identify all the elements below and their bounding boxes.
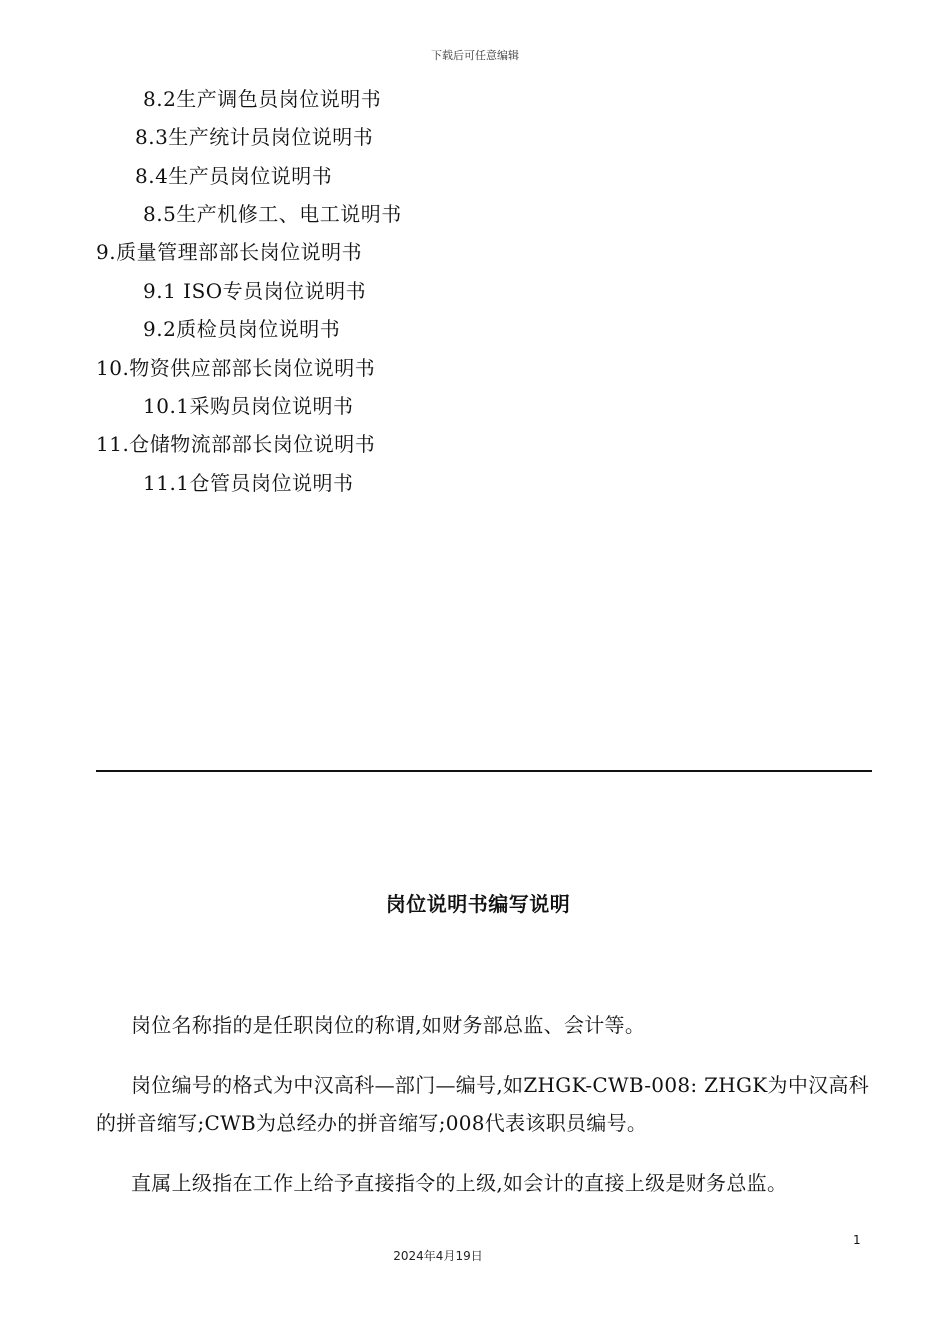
paragraph-job-title: 岗位名称指的是任职岗位的称谓,如财务部总监、会计等。	[131, 1013, 646, 1037]
footer-date: 2024年4月19日	[393, 1249, 483, 1263]
toc-item-8-3: 8.3生产统计员岗位说明书	[135, 125, 374, 149]
section-title: 岗位说明书编写说明	[385, 892, 571, 916]
section-divider	[96, 770, 872, 772]
toc-item-8-4: 8.4生产员岗位说明书	[135, 164, 333, 188]
toc-item-9: 9.质量管理部部长岗位说明书	[96, 240, 363, 264]
toc-item-10-1: 10.1采购员岗位说明书	[143, 394, 354, 418]
page-number: 1	[853, 1233, 861, 1247]
page-header-note: 下载后可任意编辑	[431, 49, 519, 62]
toc-item-8-2: 8.2生产调色员岗位说明书	[143, 87, 382, 111]
toc-item-9-2: 9.2质检员岗位说明书	[143, 317, 341, 341]
toc-item-8-5: 8.5生产机修工、电工说明书	[143, 202, 402, 226]
paragraph-job-code: 岗位编号的格式为中汉高科—部门—编号,如ZHGK-CWB-008: ZHGK为中汉高科的拼音缩写;CWB为总经办的拼音缩写;008代表该职员编号。	[96, 1073, 870, 1135]
paragraph-direct-superior: 直属上级指在工作上给予直接指令的上级,如会计的直接上级是财务总监。	[131, 1171, 788, 1195]
toc-item-11-1: 11.1仓管员岗位说明书	[143, 471, 354, 495]
toc-item-9-1: 9.1 ISO专员岗位说明书	[143, 279, 367, 303]
toc-item-10: 10.物资供应部部长岗位说明书	[96, 356, 376, 380]
toc-item-11: 11.仓储物流部部长岗位说明书	[96, 432, 376, 456]
